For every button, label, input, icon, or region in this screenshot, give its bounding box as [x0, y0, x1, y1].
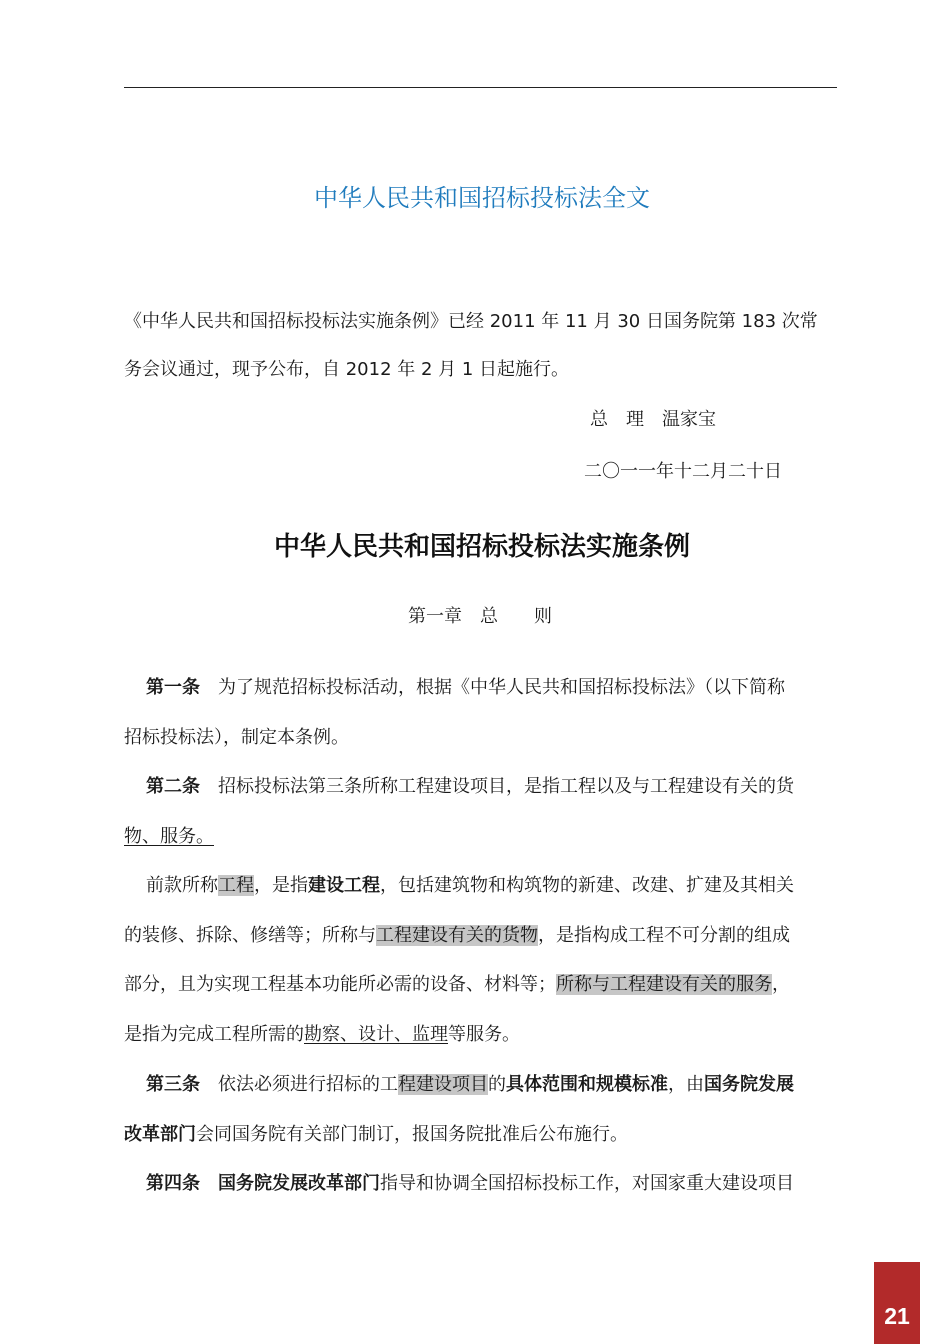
sign-date: 二〇一一年十二月二十日	[584, 461, 782, 482]
highlight-run: 工程建设有关的货物	[376, 925, 538, 946]
article-4-label: 第四条	[146, 1173, 200, 1194]
highlight-run: 程建设项目	[398, 1074, 488, 1095]
article-1-label: 第一条	[146, 677, 200, 698]
underline-run: 勘察、设计、监理	[304, 1024, 448, 1045]
document-heading: 中华人民共和国招标投标法全文	[314, 184, 650, 212]
article-2-text: 招标投标法第三条所称工程建设项目，是指工程以及与工程建设有关的货	[218, 776, 794, 797]
text-run: ，是指构成工程不可分割的组成	[538, 925, 790, 946]
text-run: 的	[488, 1074, 506, 1095]
article-1-text: 为了规范招标投标活动，根据《中华人民共和国招标投标法》（以下简称	[218, 677, 785, 698]
text-run: 等服务。	[448, 1024, 520, 1045]
text-run: ，包括建筑物和构筑物的新建、改建、扩建及其相关	[380, 875, 794, 896]
header-rule	[124, 87, 837, 88]
chapter-heading: 第一章 总 则	[408, 606, 552, 627]
text-run: 部分，且为实现工程基本功能所必需的设备、材料等；	[124, 974, 556, 995]
highlight-run: 所称与工程建设有关的服务	[556, 974, 772, 995]
highlight-run: 工程	[218, 875, 254, 896]
signature-line	[590, 408, 716, 432]
text-run: 前款所称	[146, 875, 218, 896]
text-run: ，是指	[254, 875, 308, 896]
signer-title: 总 理	[590, 409, 644, 430]
text-run: 是指为完成工程所需的	[124, 1024, 304, 1045]
article-4-line-1	[146, 1172, 794, 1196]
bold-run: 改革部门	[124, 1124, 196, 1145]
article-1-line-1	[146, 676, 785, 700]
signer-name: 温家宝	[662, 409, 716, 430]
article-3-label: 第三条	[146, 1074, 200, 1095]
text-run: ，由	[668, 1074, 704, 1095]
paragraph-2-line-4	[124, 1023, 520, 1047]
article-2-line-1	[146, 775, 794, 799]
text-run: ，	[772, 974, 790, 995]
bold-run: 具体范围和规模标准	[506, 1074, 668, 1095]
page-number-badge: 21	[874, 1262, 920, 1344]
text-run: 依法必须进行招标的工	[218, 1074, 398, 1095]
bold-run: 建设工程	[308, 875, 380, 896]
bold-run: 国务院发展	[704, 1074, 794, 1095]
intro-line-2: 务会议通过，现予公布，自 2012 年 2 月 1 日起施行。	[124, 359, 570, 380]
intro-line-1: 《中华人民共和国招标投标法实施条例》已经 2011 年 11 月 30 日国务院第 183 次常	[124, 311, 818, 332]
text-run: 会同国务院有关部门制订，报国务院批准后公布施行。	[196, 1124, 628, 1145]
text-run: 指导和协调全国招标投标工作，对国家重大建设项目	[380, 1173, 794, 1194]
article-3-line-1	[146, 1073, 794, 1097]
article-2-line-2: 物、服务。	[124, 826, 214, 847]
paragraph-2-line-3	[124, 973, 790, 997]
paragraph-2-line-1	[146, 874, 794, 898]
article-3-line-2	[124, 1123, 628, 1147]
main-title: 中华人民共和国招标投标法实施条例	[273, 532, 690, 562]
bold-run: 国务院发展改革部门	[218, 1173, 380, 1194]
article-1-line-2: 招标投标法），制定本条例。	[124, 727, 349, 748]
paragraph-2-line-2	[124, 924, 790, 948]
article-2-label: 第二条	[146, 776, 200, 797]
text-run: 的装修、拆除、修缮等；所称与	[124, 925, 376, 946]
